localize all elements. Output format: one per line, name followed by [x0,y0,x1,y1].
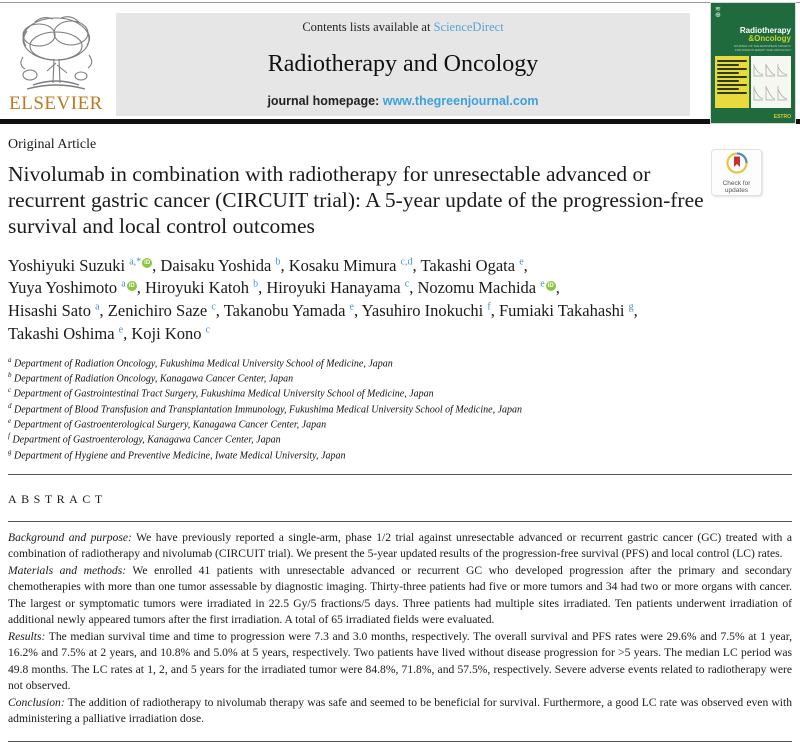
cover-footer: ESTRO [773,114,791,120]
author-affil-sup: e [118,324,124,336]
check-updates-icon [726,152,748,179]
affiliation-item: $^d$ Department of Blood Transfusion and Transplantation Immunology, Fukushima Medical University School of Medicine, Japan [8,401,523,416]
abstract-section: Conclusion: The addition of radiotherapy to nivolumab therapy was safe and seemed to be beneficial for survival. Furthermore, a good LC rate was observed even with administering a palliative irradiation dose. [8,695,792,725]
check-updates-label: Check for updates [722,179,751,194]
author-affil-sup: e [349,301,354,313]
affiliation-item: $^b$ Department of Radiation Oncology, Kanagawa Cancer Center, Japan [8,371,294,385]
affiliation-item: $^f$ Department of Gastroenterology, Kanagawa Cancer Center, Japan [8,432,281,446]
abstract-heading-divider [8,521,792,522]
homepage-prefix: journal homepage: [267,94,383,108]
author-affil-sup: g [628,301,634,313]
author: Zenichiro Saze $^c$, [107,301,224,321]
journal-masthead [116,13,690,116]
journal-article-page [0,2,800,725]
orcid-icon[interactable]: iD [144,260,151,267]
author: Yoshiyuki Suzuki $^{a,*}$ iD , [8,255,161,275]
author: Hiroyuki Katoh $^b$, [144,278,267,298]
author: Yasuhiro Inokuchi $^f$, [361,301,499,321]
affiliation-list [8,356,792,463]
abstract-section-label: Background and purpose: [8,531,132,545]
abstract-body [8,530,792,727]
article-content [0,137,800,742]
author-affil-sup: c,d [400,256,413,268]
author-list [8,255,768,346]
cover-body [715,56,791,108]
elsevier-wordmark: ELSEVIER [9,93,103,114]
abstract-section-label: Conclusion: [8,695,65,709]
journal-header [0,3,800,119]
cover-highlights [715,56,749,108]
author: Fumiaki Takahashi $^g$, [498,301,638,321]
author-affil-sup: a [121,278,126,290]
header-divider [0,119,800,124]
article-type-label: Original Article [8,137,97,152]
journal-homepage-link[interactable]: www.thegreenjournal.com [382,94,539,108]
author: Takashi Ogata $^e$, [420,255,528,275]
homepage-line [116,94,690,108]
abstract-top-divider [8,474,792,475]
journal-cover-thumbnail[interactable] [711,3,795,123]
author-affil-sup: a,* [129,256,142,268]
sciencedirect-link[interactable]: ScienceDirect [433,20,504,34]
author-affil-sup: f [487,301,491,313]
journal-title: Radiotherapy and Oncology [267,51,539,77]
abstract-section: Background and purpose: We have previously reported a single-arm, phase 1/2 trial against unresectable advanced or recurrent gastric cancer (GC) treated with a combination of radiotherapy and nivolumab (CIRCUIT trial). We present the 5-year updated results of the progression-free survival (PFS) and local control (LC) rates. [8,531,792,561]
contents-line [116,20,690,35]
author: Kosaku Mimura $^{c,d}$, [288,255,421,275]
author-affil-sup: c [205,324,211,336]
cover-logo-icon: ≋ ⊕ [715,6,721,19]
author-affil-sup: b [253,278,259,290]
author: Hisashi Sato $^a$, [8,301,108,321]
author-affil-sup: e [519,256,524,268]
abstract-section: Materials and methods: We enrolled 41 patients with unresectable advanced or recurrent GC who developed progression after the primary and secondary chemotherapies with more than one tumor assessable by diagnostic imaging. Thirty-three patients had five or more tumors and 34 had two or more organs with cancer. The largest or symptomatic tumors were irradiated in 22.5 Gy/5 fractions/5 days. Three patients had multiple sites irradiated. Ten patients underwent irradiation of additional newly appeared tumors after the first irradiation. A total of 65 irradiated fields were evaluated. [8,563,792,627]
author: Koji Kono $^c$ [131,323,211,343]
author-affil-sup: a [95,301,100,313]
cover-title-line1: Radiotherapy [739,26,791,35]
cover-title-line2: &Oncology [748,34,791,43]
affiliation-item: $^e$ Department of Gastroenterological Surgery, Kanagawa Cancer Center, Japan [8,417,327,431]
author-affil-sup: c [211,301,216,313]
author-affil-sup: e [540,278,545,290]
affiliation-item: $^g$ Department of Hygiene and Preventive Medicine, Iwate Medical University, Japan [8,447,346,462]
author: Nozomu Machida $^e$ iD , [417,278,560,298]
abstract-section-label: Results: [8,629,46,643]
author: Hiroyuki Hanayama $^c$, [266,278,418,298]
affiliation-item: $^c$ Department of Gastrointestinal Tract Surgery, Fukushima Medical University School of Medicine, Japan [8,386,434,400]
contents-prefix: Contents lists available at [302,20,434,34]
cover-subtitle: JOURNAL OF THE EUROPEAN SOCIETY FOR RADIOTHERAPY AND ONCOLOGY [733,44,791,52]
elsevier-tree-icon [13,13,99,95]
author: Takashi Oshima $^e$, [8,323,132,343]
author: Takanobu Yamada $^e$, [223,301,362,321]
author: Yuya Yoshimoto $^a$ iD , [8,278,145,298]
check-for-updates-badge[interactable] [711,149,762,196]
abstract-section-label: Materials and methods: [8,563,127,577]
abstract-section: Results: The median survival time and time to progression were 7.3 and 3.0 months, respectively. The overall survival and PFS rates were 29.6% and 7.5% at 1 year, 16.2% and 7.5% at 2 years, and 10.8% and 5.0% at 5 years, respectively. Two patients have lived without disease progression for >5 years. The median LC period was 49.8 months. The LC rates at 1, 2, and 5 years for the irradiated tumor were 84.8%, 71.8%, and 57.5%, respectively. Severe adverse events related to radiotherapy were not observed. [8,629,792,693]
abstract-heading: ABSTRACT [8,492,107,507]
orcid-icon[interactable]: iD [128,282,135,289]
elsevier-logo [4,13,108,115]
orcid-icon[interactable]: iD [547,282,554,289]
author-affil-sup: b [275,256,281,268]
article-title: Nivolumab in combination with radiotherapy for unresectable advanced or recurrent gastric cancer (CIRCUIT trial): A 5-year update of the progression-free survival and local control outcomes [8,162,704,239]
author-affil-sup: c [404,278,410,290]
author: Daisaku Yoshida $^b$, [160,255,289,275]
affiliation-item: $^a$ Department of Radiation Oncology, Fukushima Medical University School of Medicine, Japan [8,355,393,370]
cover-figure [751,56,791,108]
cover-title [715,27,791,43]
